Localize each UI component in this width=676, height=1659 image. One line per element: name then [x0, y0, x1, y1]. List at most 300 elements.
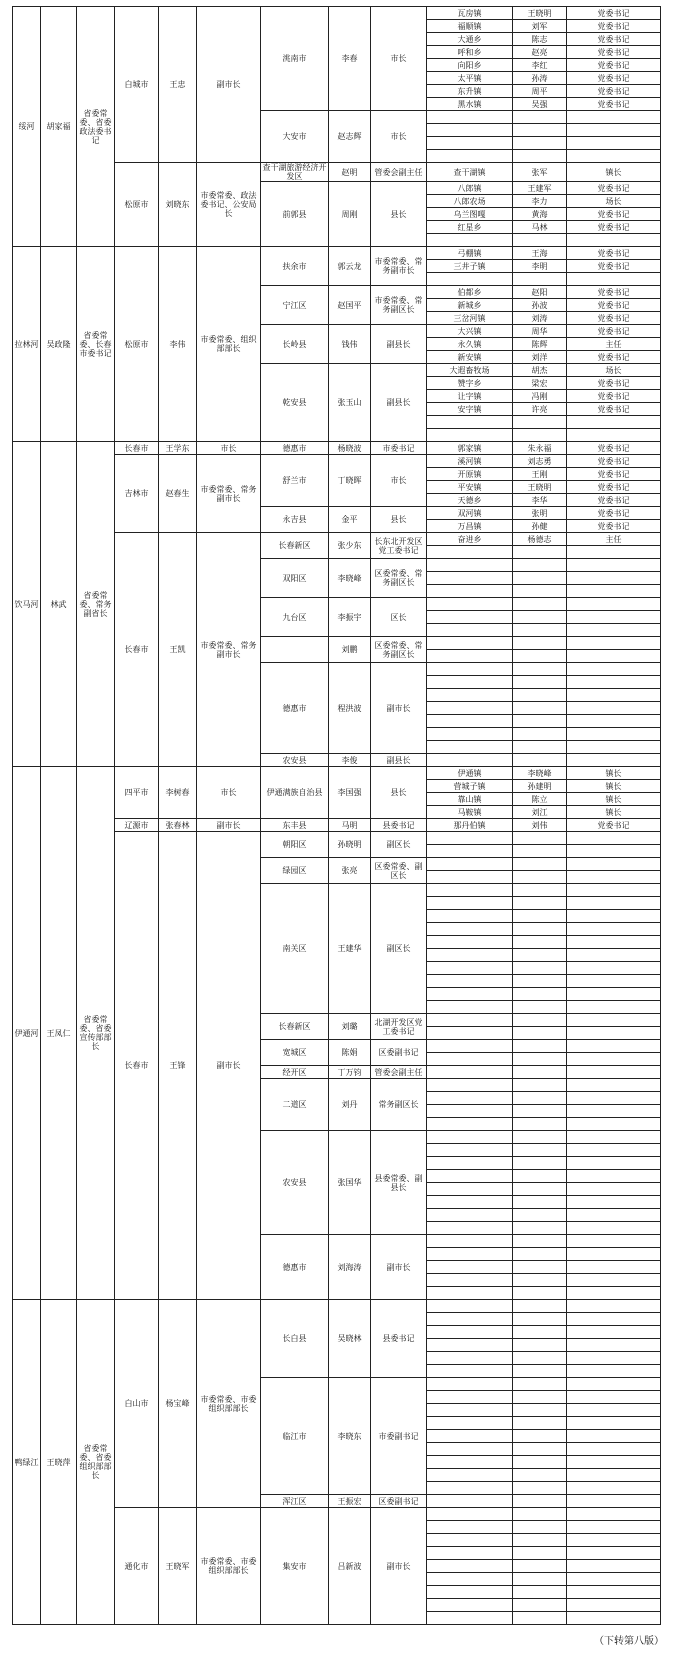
county-rep-name: 张亮: [329, 858, 371, 884]
river-chief-table: [12, 6, 660, 1618]
town-name: [427, 1001, 513, 1014]
county-rep-name: 孙晓明: [329, 832, 371, 858]
town-chief-name: [513, 124, 567, 137]
town-chief-name: [513, 1079, 567, 1092]
town-name: [427, 1183, 513, 1196]
town-name: [427, 858, 513, 871]
town-chief-title: 党委书记: [567, 286, 661, 299]
town-chief-name: [513, 975, 567, 988]
town-chief-title: 党委书记: [567, 481, 661, 494]
town-chief-name: [513, 1053, 567, 1066]
city-rep-title: 市委常委、常务副市长: [197, 533, 261, 767]
town-name: [427, 572, 513, 585]
town-chief-title: [567, 1443, 661, 1456]
town-chief-title: [567, 1079, 661, 1092]
city-name: 通化市: [115, 1508, 159, 1625]
town-name: [427, 1560, 513, 1573]
town-chief-name: [513, 1456, 567, 1469]
county-name: 德惠市: [261, 1235, 329, 1300]
town-name: [427, 1326, 513, 1339]
town-chief-name: [513, 754, 567, 767]
town-chief-title: [567, 832, 661, 845]
town-name: [427, 884, 513, 897]
county-name: 长岭县: [261, 325, 329, 364]
town-chief-title: [567, 1352, 661, 1365]
city-rep-title: 副市长: [197, 7, 261, 163]
town-name: [427, 124, 513, 137]
town-chief-title: [567, 1508, 661, 1521]
river-name: 鸭绿江: [13, 1300, 41, 1625]
town-chief-name: 赵亮: [513, 46, 567, 59]
town-chief-title: 党委书记: [567, 98, 661, 111]
town-name: [427, 416, 513, 429]
town-name: 让字镇: [427, 390, 513, 403]
town-name: [427, 1456, 513, 1469]
province-chief-name: 吴政隆: [41, 247, 77, 442]
town-chief-name: 陈立: [513, 793, 567, 806]
town-chief-title: [567, 1417, 661, 1430]
city-rep-title: 市长: [197, 767, 261, 819]
town-name: [427, 611, 513, 624]
county-rep-name: 刘丹: [329, 1079, 371, 1131]
city-name: 长春市: [115, 533, 159, 767]
town-chief-title: [567, 624, 661, 637]
county-rep-name: 丁晓晖: [329, 455, 371, 507]
county-name: 朝阳区: [261, 832, 329, 858]
town-chief-name: [513, 1222, 567, 1235]
town-name: 八郎镇: [427, 182, 513, 195]
county-rep-title: 市委常委、常务副区长: [371, 286, 427, 325]
town-chief-name: 刘洋: [513, 351, 567, 364]
town-chief-title: 党委书记: [567, 72, 661, 85]
town-chief-title: [567, 1131, 661, 1144]
city-rep-name: 赵春生: [159, 455, 197, 533]
town-chief-name: [513, 923, 567, 936]
county-name: 前郭县: [261, 182, 329, 247]
town-name: [427, 1040, 513, 1053]
town-name: 天德乡: [427, 494, 513, 507]
town-chief-name: [513, 1326, 567, 1339]
county-rep-name: 赵明: [329, 163, 371, 182]
town-chief-title: 党委书记: [567, 221, 661, 234]
town-name: [427, 1534, 513, 1547]
town-name: 大兴镇: [427, 325, 513, 338]
town-name: 呼和乡: [427, 46, 513, 59]
town-name: [427, 137, 513, 150]
county-rep-name: 刘鹏: [329, 637, 371, 663]
town-name: [427, 1157, 513, 1170]
county-rep-name: 丁万钧: [329, 1066, 371, 1079]
county-name: 德惠市: [261, 442, 329, 455]
town-chief-title: [567, 1547, 661, 1560]
county-name: 乾安县: [261, 364, 329, 442]
town-name: [427, 1300, 513, 1313]
town-chief-title: 党委书记: [567, 325, 661, 338]
town-chief-title: [567, 1144, 661, 1157]
city-rep-title: 市长: [197, 442, 261, 455]
town-chief-name: [513, 936, 567, 949]
town-chief-title: [567, 150, 661, 163]
town-name: [427, 1599, 513, 1612]
county-name: 浑江区: [261, 1495, 329, 1508]
town-chief-name: [513, 910, 567, 923]
town-chief-name: [513, 1599, 567, 1612]
river-name: 拉林河: [13, 247, 41, 442]
town-chief-title: [567, 663, 661, 676]
town-chief-title: [567, 1105, 661, 1118]
county-name: 永吉县: [261, 507, 329, 533]
town-chief-title: 场长: [567, 195, 661, 208]
town-chief-title: [567, 1586, 661, 1599]
county-name: 九台区: [261, 598, 329, 637]
town-chief-title: [567, 1261, 661, 1274]
town-chief-title: [567, 936, 661, 949]
town-chief-title: [567, 741, 661, 754]
county-rep-title: 市委常委、常务副市长: [371, 247, 427, 286]
town-name: [427, 624, 513, 637]
town-name: [427, 871, 513, 884]
city-name: 松原市: [115, 163, 159, 247]
responsibility-table: [12, 6, 661, 1625]
town-chief-title: [567, 754, 661, 767]
town-chief-title: [567, 1430, 661, 1443]
town-name: 郭家镇: [427, 442, 513, 455]
town-chief-title: 党委书记: [567, 351, 661, 364]
town-chief-title: [567, 1573, 661, 1586]
town-chief-title: 主任: [567, 533, 661, 546]
town-name: [427, 754, 513, 767]
town-chief-title: [567, 858, 661, 871]
town-chief-title: [567, 1183, 661, 1196]
river-name: 绥河: [13, 7, 41, 247]
county-name: 集安市: [261, 1508, 329, 1625]
town-name: 乌兰图嘎: [427, 208, 513, 221]
county-rep-title: 副县长: [371, 754, 427, 767]
town-chief-title: [567, 1300, 661, 1313]
town-chief-name: [513, 559, 567, 572]
town-chief-title: [567, 728, 661, 741]
town-name: [427, 1417, 513, 1430]
county-name: 宽城区: [261, 1040, 329, 1066]
town-name: [427, 1339, 513, 1352]
town-chief-name: 王海: [513, 247, 567, 260]
town-chief-name: [513, 234, 567, 247]
province-chief-title: 省委常委、省委政法委书记: [77, 7, 115, 247]
town-chief-name: 胡杰: [513, 364, 567, 377]
town-chief-title: [567, 702, 661, 715]
town-chief-title: [567, 1209, 661, 1222]
county-name: 南关区: [261, 884, 329, 1014]
town-chief-title: [567, 1534, 661, 1547]
town-chief-title: [567, 546, 661, 559]
town-chief-name: 刘军: [513, 20, 567, 33]
town-name: 马鞍镇: [427, 806, 513, 819]
town-name: [427, 273, 513, 286]
town-chief-title: 党委书记: [567, 182, 661, 195]
town-name: [427, 923, 513, 936]
town-name: [427, 1391, 513, 1404]
county-rep-name: 郭云龙: [329, 247, 371, 286]
town-name: [427, 741, 513, 754]
town-chief-title: [567, 111, 661, 124]
town-chief-title: [567, 1196, 661, 1209]
county-rep-title: 市长: [371, 455, 427, 507]
town-name: [427, 1222, 513, 1235]
town-chief-title: [567, 1339, 661, 1352]
county-rep-title: 区委常委、常务副区长: [371, 637, 427, 663]
town-chief-title: [567, 650, 661, 663]
county-rep-title: 县长: [371, 767, 427, 819]
county-rep-title: 区委副书记: [371, 1495, 427, 1508]
town-chief-name: 王晓明: [513, 7, 567, 20]
town-chief-name: [513, 845, 567, 858]
town-chief-title: 党委书记: [567, 403, 661, 416]
county-rep-name: 王建华: [329, 884, 371, 1014]
town-chief-title: 党委书记: [567, 312, 661, 325]
town-chief-title: [567, 715, 661, 728]
town-name: 奋进乡: [427, 533, 513, 546]
town-name: [427, 234, 513, 247]
city-rep-name: 张春林: [159, 819, 197, 832]
county-rep-name: 钱伟: [329, 325, 371, 364]
town-chief-name: [513, 1027, 567, 1040]
town-chief-name: 李力: [513, 195, 567, 208]
town-chief-title: [567, 1118, 661, 1131]
town-chief-title: 党委书记: [567, 85, 661, 98]
county-rep-title: 市委书记: [371, 442, 427, 455]
town-chief-title: [567, 1612, 661, 1625]
county-rep-name: 陈娟: [329, 1040, 371, 1066]
town-chief-title: [567, 1001, 661, 1014]
county-rep-title: 副市长: [371, 663, 427, 754]
county-rep-name: 杨晓波: [329, 442, 371, 455]
town-chief-name: [513, 598, 567, 611]
town-chief-name: [513, 1378, 567, 1391]
town-chief-name: [513, 429, 567, 442]
county-name: 长春新区: [261, 533, 329, 559]
province-chief-name: 王凤仁: [41, 767, 77, 1300]
province-chief-title: 省委常委、省委宣传部部长: [77, 767, 115, 1300]
town-name: [427, 637, 513, 650]
county-name: [261, 637, 329, 663]
town-chief-title: [567, 1274, 661, 1287]
town-name: [427, 1404, 513, 1417]
province-chief-name: 王晓萍: [41, 1300, 77, 1625]
town-name: 平安镇: [427, 481, 513, 494]
town-name: [427, 910, 513, 923]
town-chief-title: 党委书记: [567, 468, 661, 481]
county-rep-name: 刘璐: [329, 1014, 371, 1040]
town-chief-name: 张明: [513, 507, 567, 520]
town-name: [427, 845, 513, 858]
county-rep-name: 李振宇: [329, 598, 371, 637]
town-chief-name: 陈辉: [513, 338, 567, 351]
town-chief-name: [513, 624, 567, 637]
town-chief-name: [513, 702, 567, 715]
county-rep-name: 李春: [329, 7, 371, 111]
county-name: 农安县: [261, 754, 329, 767]
town-chief-name: [513, 689, 567, 702]
town-chief-name: [513, 1586, 567, 1599]
town-chief-title: [567, 871, 661, 884]
county-rep-name: 张少东: [329, 533, 371, 559]
town-name: 营城子镇: [427, 780, 513, 793]
town-chief-name: [513, 1560, 567, 1573]
town-chief-title: [567, 637, 661, 650]
town-name: [427, 1066, 513, 1079]
county-rep-name: 张国华: [329, 1131, 371, 1235]
town-chief-name: 刘江: [513, 806, 567, 819]
town-chief-name: [513, 1482, 567, 1495]
town-chief-title: [567, 1235, 661, 1248]
river-name: 伊通河: [13, 767, 41, 1300]
town-name: [427, 1235, 513, 1248]
town-chief-title: [567, 897, 661, 910]
town-name: 伊通镇: [427, 767, 513, 780]
town-chief-name: 黄海: [513, 208, 567, 221]
town-name: [427, 1131, 513, 1144]
town-name: [427, 1144, 513, 1157]
town-name: 福顺镇: [427, 20, 513, 33]
town-chief-name: [513, 1001, 567, 1014]
town-chief-title: [567, 689, 661, 702]
town-chief-name: [513, 1092, 567, 1105]
town-name: [427, 1027, 513, 1040]
town-name: 赞字乡: [427, 377, 513, 390]
town-chief-title: [567, 429, 661, 442]
town-chief-name: 冯刚: [513, 390, 567, 403]
town-chief-name: [513, 1495, 567, 1508]
town-chief-name: [513, 1261, 567, 1274]
city-name: 四平市: [115, 767, 159, 819]
town-name: [427, 1170, 513, 1183]
town-chief-title: [567, 1248, 661, 1261]
town-chief-name: [513, 1183, 567, 1196]
town-chief-name: [513, 1508, 567, 1521]
town-chief-name: 刘伟: [513, 819, 567, 832]
town-chief-name: 吴强: [513, 98, 567, 111]
town-name: [427, 650, 513, 663]
town-chief-title: 党委书记: [567, 819, 661, 832]
city-name: 长春市: [115, 442, 159, 455]
town-name: 红星乡: [427, 221, 513, 234]
county-name: 临江市: [261, 1378, 329, 1495]
town-name: [427, 1469, 513, 1482]
county-rep-title: 县委书记: [371, 1300, 427, 1378]
town-name: [427, 702, 513, 715]
county-rep-name: 程洪波: [329, 663, 371, 754]
town-name: 太平镇: [427, 72, 513, 85]
county-name: 长白县: [261, 1300, 329, 1378]
town-chief-title: 镇长: [567, 767, 661, 780]
town-chief-name: [513, 1430, 567, 1443]
town-chief-title: [567, 1040, 661, 1053]
town-name: [427, 975, 513, 988]
town-chief-title: [567, 1469, 661, 1482]
county-name: 东丰县: [261, 819, 329, 832]
county-rep-title: 副市长: [371, 1508, 427, 1625]
town-chief-title: [567, 676, 661, 689]
town-chief-name: [513, 1040, 567, 1053]
town-chief-name: [513, 1287, 567, 1300]
town-chief-name: [513, 1274, 567, 1287]
town-chief-name: [513, 1469, 567, 1482]
town-name: [427, 1495, 513, 1508]
city-rep-name: 李树春: [159, 767, 197, 819]
province-chief-name: 胡家福: [41, 7, 77, 247]
county-rep-title: 区委常委、常务副区长: [371, 559, 427, 598]
county-name: 德惠市: [261, 663, 329, 754]
town-chief-name: [513, 1339, 567, 1352]
town-chief-title: 党委书记: [567, 442, 661, 455]
town-chief-title: [567, 559, 661, 572]
town-chief-title: 场长: [567, 364, 661, 377]
town-name: [427, 1053, 513, 1066]
town-chief-name: [513, 1547, 567, 1560]
town-chief-name: [513, 1391, 567, 1404]
town-name: 弓棚镇: [427, 247, 513, 260]
town-chief-title: [567, 1313, 661, 1326]
town-chief-title: 党委书记: [567, 520, 661, 533]
town-chief-title: [567, 910, 661, 923]
town-chief-title: [567, 1326, 661, 1339]
town-name: [427, 1248, 513, 1261]
county-rep-title: 县委常委、副县长: [371, 1131, 427, 1235]
town-chief-title: [567, 1482, 661, 1495]
county-rep-title: 市委副书记: [371, 1378, 427, 1495]
town-chief-name: [513, 572, 567, 585]
town-name: [427, 1508, 513, 1521]
town-name: 溪河镇: [427, 455, 513, 468]
town-chief-title: 镇长: [567, 793, 661, 806]
town-chief-name: 梁宏: [513, 377, 567, 390]
town-chief-title: [567, 1053, 661, 1066]
town-name: [427, 429, 513, 442]
town-name: 大遐畜牧场: [427, 364, 513, 377]
town-name: [427, 715, 513, 728]
town-chief-name: [513, 585, 567, 598]
town-name: 三岔河镇: [427, 312, 513, 325]
town-chief-name: [513, 832, 567, 845]
town-name: 万昌镇: [427, 520, 513, 533]
town-name: 大通乡: [427, 33, 513, 46]
town-chief-name: [513, 1066, 567, 1079]
town-chief-title: 党委书记: [567, 507, 661, 520]
county-rep-title: 副县长: [371, 325, 427, 364]
town-chief-name: [513, 1144, 567, 1157]
county-rep-name: 赵志辉: [329, 111, 371, 163]
town-chief-name: [513, 1014, 567, 1027]
town-name: 东升镇: [427, 85, 513, 98]
town-chief-name: [513, 273, 567, 286]
town-chief-name: [513, 1248, 567, 1261]
town-chief-title: 党委书记: [567, 260, 661, 273]
city-rep-title: 市委常委、组织部部长: [197, 247, 261, 442]
county-name: 绿园区: [261, 858, 329, 884]
town-name: 新城乡: [427, 299, 513, 312]
county-name: 农安县: [261, 1131, 329, 1235]
town-chief-name: [513, 1521, 567, 1534]
town-name: [427, 1079, 513, 1092]
town-chief-title: 镇长: [567, 780, 661, 793]
town-chief-title: 党委书记: [567, 20, 661, 33]
town-chief-name: [513, 884, 567, 897]
continued-note: （下转第八版）: [594, 1636, 664, 1647]
town-chief-title: 党委书记: [567, 46, 661, 59]
town-chief-title: [567, 845, 661, 858]
city-rep-name: 王凯: [159, 533, 197, 767]
county-rep-name: 李晓东: [329, 1378, 371, 1495]
